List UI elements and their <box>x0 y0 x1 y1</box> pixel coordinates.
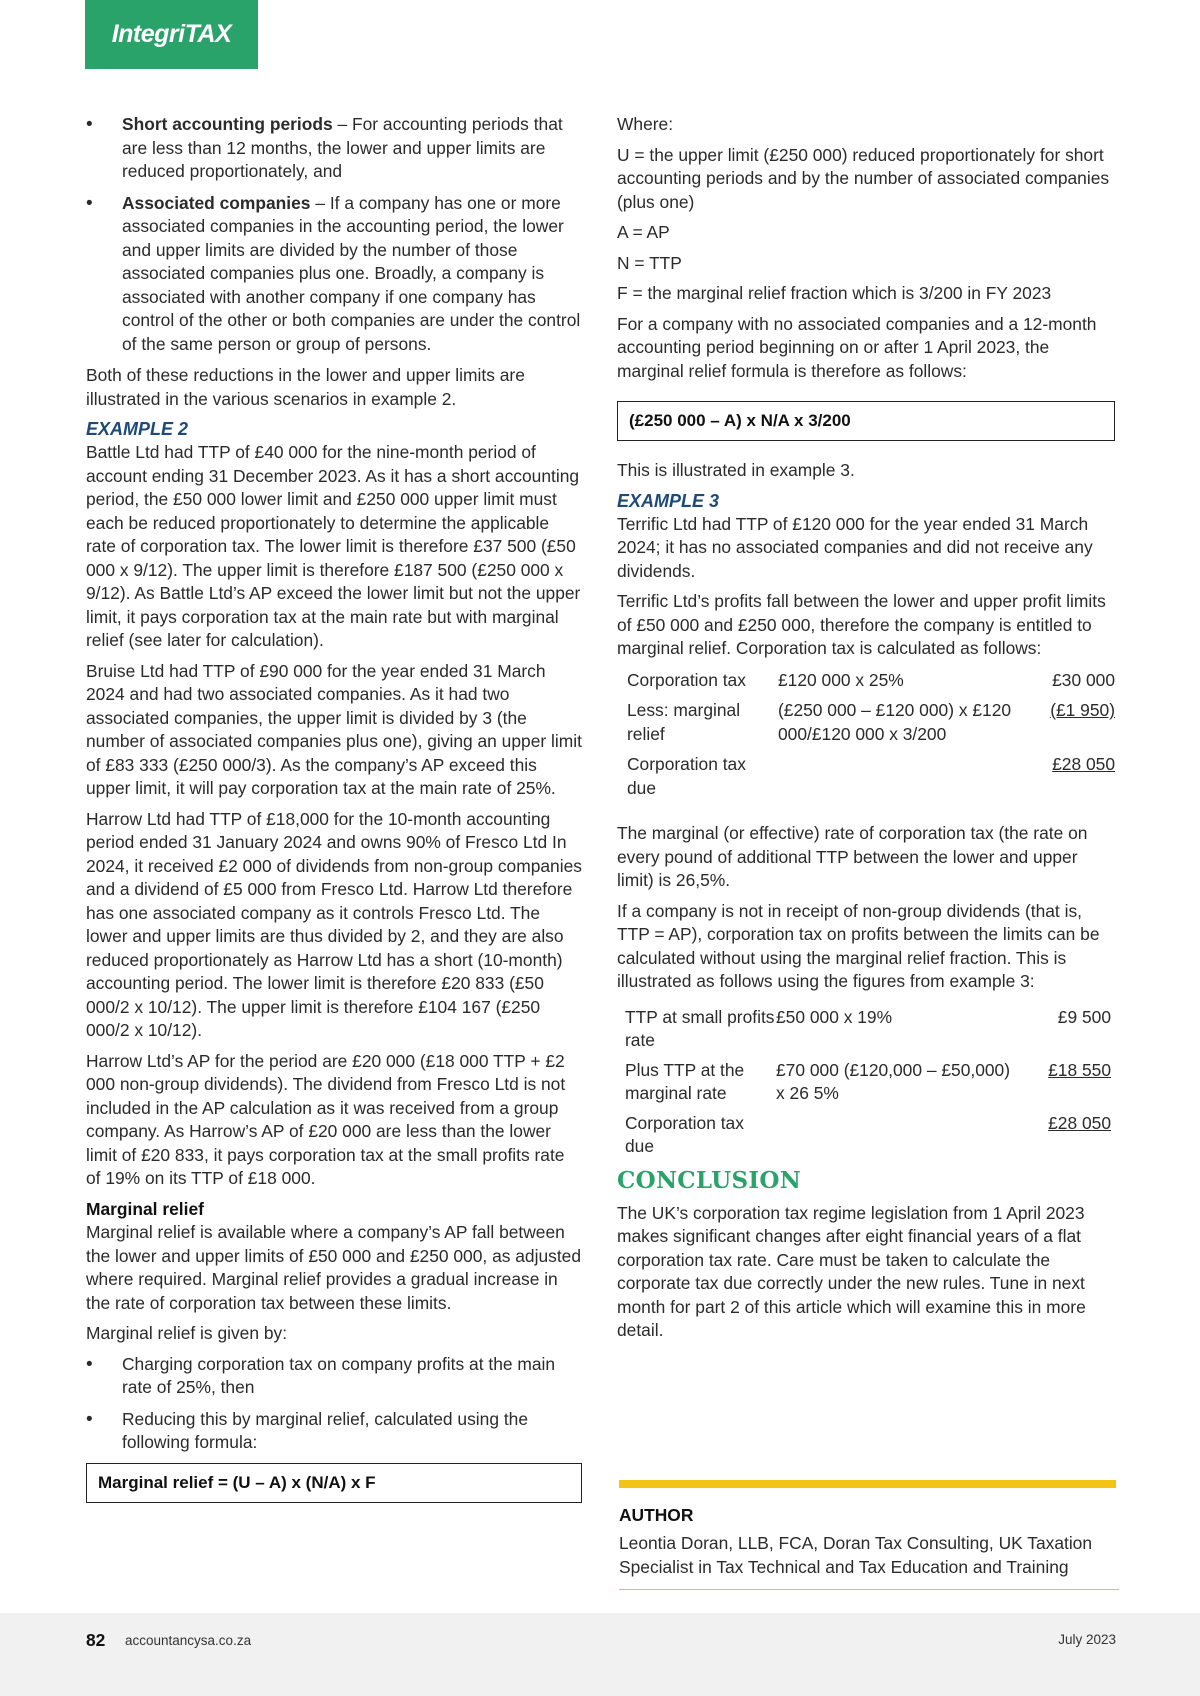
limits-bullet-list <box>86 113 582 356</box>
list-item: • Reducing this by marginal relief, calculated using the following formula: <box>86 1408 582 1455</box>
table-cell-calc: £120 000 x 25% <box>778 669 904 690</box>
bullet-bold-term: Short accounting periods <box>122 114 333 134</box>
table-cell-calc: £70 000 (£120,000 – £50,000) x 26 5% <box>776 1059 1011 1103</box>
definition-a: A = AP <box>617 222 670 242</box>
marginal-relief-bullets <box>86 1353 582 1455</box>
table-cell-label: Corporation tax due <box>627 754 746 798</box>
table-cell-amount: £28 050 <box>1052 754 1115 774</box>
table-cell-amount: £18 550 <box>1048 1059 1111 1080</box>
standard-formula-box: (£250 000 – A) x N/A x 3/200 <box>617 401 1115 441</box>
list-item <box>86 113 582 184</box>
table-row <box>627 692 1115 746</box>
example-2-harrow-ltd: Harrow Ltd had TTP of £18,000 for the 10-month accounting period ended 31 January 2024 and owns 90% of Fresco Ltd In 2024, it received £2 000 of dividends from non-group companies and a dividend of £5 000 from Fresco Ltd. Harrow Ltd therefore has one associated company as it controls Fresco Ltd. The lower and upper limits are thus divided by 2, and they are also reduced proportionately as Harrow Ltd has a short (10-month) accounting period. The lower limit is therefore £20 833 (£50 000/2 x 10/12). The upper limit is therefore £104 167 (£250 000/2 x 10/12). <box>86 808 582 1040</box>
table-cell-label: Less: marginal relief <box>627 700 741 744</box>
list-item: • Charging corporation tax on company profits at the main rate of 25%, then <box>86 1353 582 1400</box>
page-number: 82 <box>86 1630 106 1650</box>
example-2-bruise-ltd: Bruise Ltd had TTP of £90 000 for the year ended 31 March 2024 and had two associated companies. As it had two associated companies, the upper limit is divided by 3 (the number of associated companies plus one), giving an upper limit of £83 333 (£250 000/3). As the company’s AP exceed this upper limit, it will pay corporation tax at the main rate of 25%. <box>86 660 582 798</box>
table-row <box>627 669 1115 693</box>
left-column <box>86 113 582 1503</box>
marginal-relief-paragraph: Marginal relief is available where a company’s AP fall between the lower and upper limits of £50 000 and £250 000, as adjusted where required. Marginal relief provides a gradual increase in the rate of corporation tax between these limits. <box>86 1222 582 1313</box>
list-item <box>86 192 582 357</box>
paragraph-reductions: Both of these reductions in the lower and upper limits are illustrated in the various scenarios in example 2. <box>86 365 525 409</box>
corporation-tax-table <box>627 669 1115 801</box>
conclusion-heading: CONCLUSION <box>617 1166 802 1194</box>
bullet-text: – For accounting periods that are less than 12 months, the lower and upper limits are reduced proportionately, and <box>122 114 563 181</box>
definition-u: U = the upper limit (£250 000) reduced proportionately for short accounting periods and by the number of associated companies (plus one) <box>617 144 1110 212</box>
where-label: Where: <box>617 114 674 134</box>
author-bio: Leontia Doran, LLB, FCA, Doran Tax Consulting, UK Taxation Specialist in Tax Technical and Tax Education and Training <box>619 1533 1093 1577</box>
table-row <box>627 746 1115 800</box>
example-3-terrific-ltd: Terrific Ltd had TTP of £120 000 for the year ended 31 March 2024; it has no associated companies and did not receive any dividends. <box>617 513 1093 581</box>
marginal-relief-formula-box: Marginal relief = (U – A) x (N/A) x F <box>86 1463 582 1503</box>
table-cell-calc: (£250 000 – £120 000) x £120 000/£120 000 x 3/200 <box>778 700 1012 744</box>
author-heading: AUTHOR <box>619 1505 694 1525</box>
table-cell-label: Corporation tax <box>627 669 746 690</box>
table-row <box>625 1106 1111 1159</box>
table-cell-amount: (£1 950) <box>1050 700 1115 720</box>
example-2-heading: EXAMPLE 2 <box>86 419 189 439</box>
example-2-harrow-ap: Harrow Ltd’s AP for the period are £20 000 (£18 000 TTP + £2 000 non-group dividends). The dividend from Fresco Ltd is not included in the AP calculation as it was received from a group company. As Harrow’s AP of £20 000 are less than the lower limit of £20 833, it pays corporation tax at the small profits rate of 19% on its TTP of £18 000. <box>86 1050 566 1188</box>
bullet-bold-term: Associated companies <box>122 192 311 213</box>
table-row <box>625 1006 1111 1053</box>
formula-intro-paragraph: For a company with no associated companies and a 12-month accounting period beginning on or after 1 April 2023, the marginal relief formula is therefore as follows: <box>617 313 1097 381</box>
table-cell-label: Plus TTP at the marginal rate <box>625 1059 745 1103</box>
author-divider-bar <box>619 1480 1116 1488</box>
table-cell-calc <box>776 1106 1011 1159</box>
integritax-logo: IntegriTAX <box>85 0 258 69</box>
table-cell-calc <box>778 746 1013 800</box>
right-column <box>617 113 1115 1350</box>
table-cell-amount: £30 000 <box>1052 669 1115 690</box>
alternative-calculation-table <box>625 1006 1111 1159</box>
table-cell-amount: £9 500 <box>1057 1006 1111 1027</box>
definition-f: F = the marginal relief fraction which is 3/200 in FY 2023 <box>617 283 1052 303</box>
table-row <box>625 1053 1111 1106</box>
issue-date: July 2023 <box>1058 1632 1116 1647</box>
marginal-relief-given-by: Marginal relief is given by: <box>86 1323 288 1343</box>
table-cell-label: Corporation tax due <box>625 1112 744 1156</box>
definition-n: N = TTP <box>617 252 682 273</box>
table-cell-amount: £28 050 <box>1048 1112 1111 1133</box>
example-3-heading: EXAMPLE 3 <box>617 490 720 511</box>
website-link[interactable]: accountancysa.co.za <box>125 1633 252 1648</box>
illustrated-note: This is illustrated in example 3. <box>617 460 855 480</box>
marginal-relief-heading: Marginal relief <box>86 1198 204 1219</box>
example-2-battle-ltd: Battle Ltd had TTP of £40 000 for the nine-month period of account ending 31 December 2023. As it has a short accounting period, the £50 000 lower limit and £250 000 upper limit must each be reduced proportionately to determine the applicable rate of corporation tax. The lower limit is therefore £37 500 (£50 000 x 9/12). The upper limit is therefore £187 500 (£250 000 x 9/12). As Battle Ltd’s AP exceed the lower limit but not the upper limit, it pays corporation tax at the main rate but with marginal relief (see later for calculation). <box>86 442 581 650</box>
table-cell-calc: £50 000 x 19% <box>776 1006 893 1027</box>
marginal-rate-paragraph: The marginal (or effective) rate of corporation tax (the rate on every pound of additional TTP between the lower and upper limit) is 26,5%. <box>617 823 1088 890</box>
table-cell-label: TTP at small profits rate <box>625 1006 775 1050</box>
example-3-profits: Terrific Ltd’s profits fall between the lower and upper profit limits of £50 000 and £250 000, therefore the company is entitled to marginal relief. Corporation tax is calculated as follows: <box>617 591 1106 658</box>
author-block <box>619 1505 1119 1586</box>
non-group-dividends-paragraph: If a company is not in receipt of non-group dividends (that is, TTP = AP), corporation tax on profits between the limits can be calculated without using the marginal relief fraction. This is illustrated as follows using the figures from example 3: <box>617 900 1100 991</box>
bullet-text: – If a company has one or more associated companies in the accounting period, the lower and upper limits are divided by the number of those associated companies plus one. Broadly, a company is associated with another company if one company has control of the other or both companies are under the control of the same person or group of persons. <box>122 192 581 354</box>
author-bottom-rule <box>619 1589 1119 1590</box>
page-footer <box>0 1613 1200 1696</box>
conclusion-paragraph: The UK’s corporation tax regime legislation from 1 April 2023 makes significant changes after eight financial years of a flat corporation tax rate. Care must be taken to calculate the corporate tax due correctly under the new rules. Tune in next month for part 2 of this article which will examine this in more detail. <box>617 1202 1086 1340</box>
